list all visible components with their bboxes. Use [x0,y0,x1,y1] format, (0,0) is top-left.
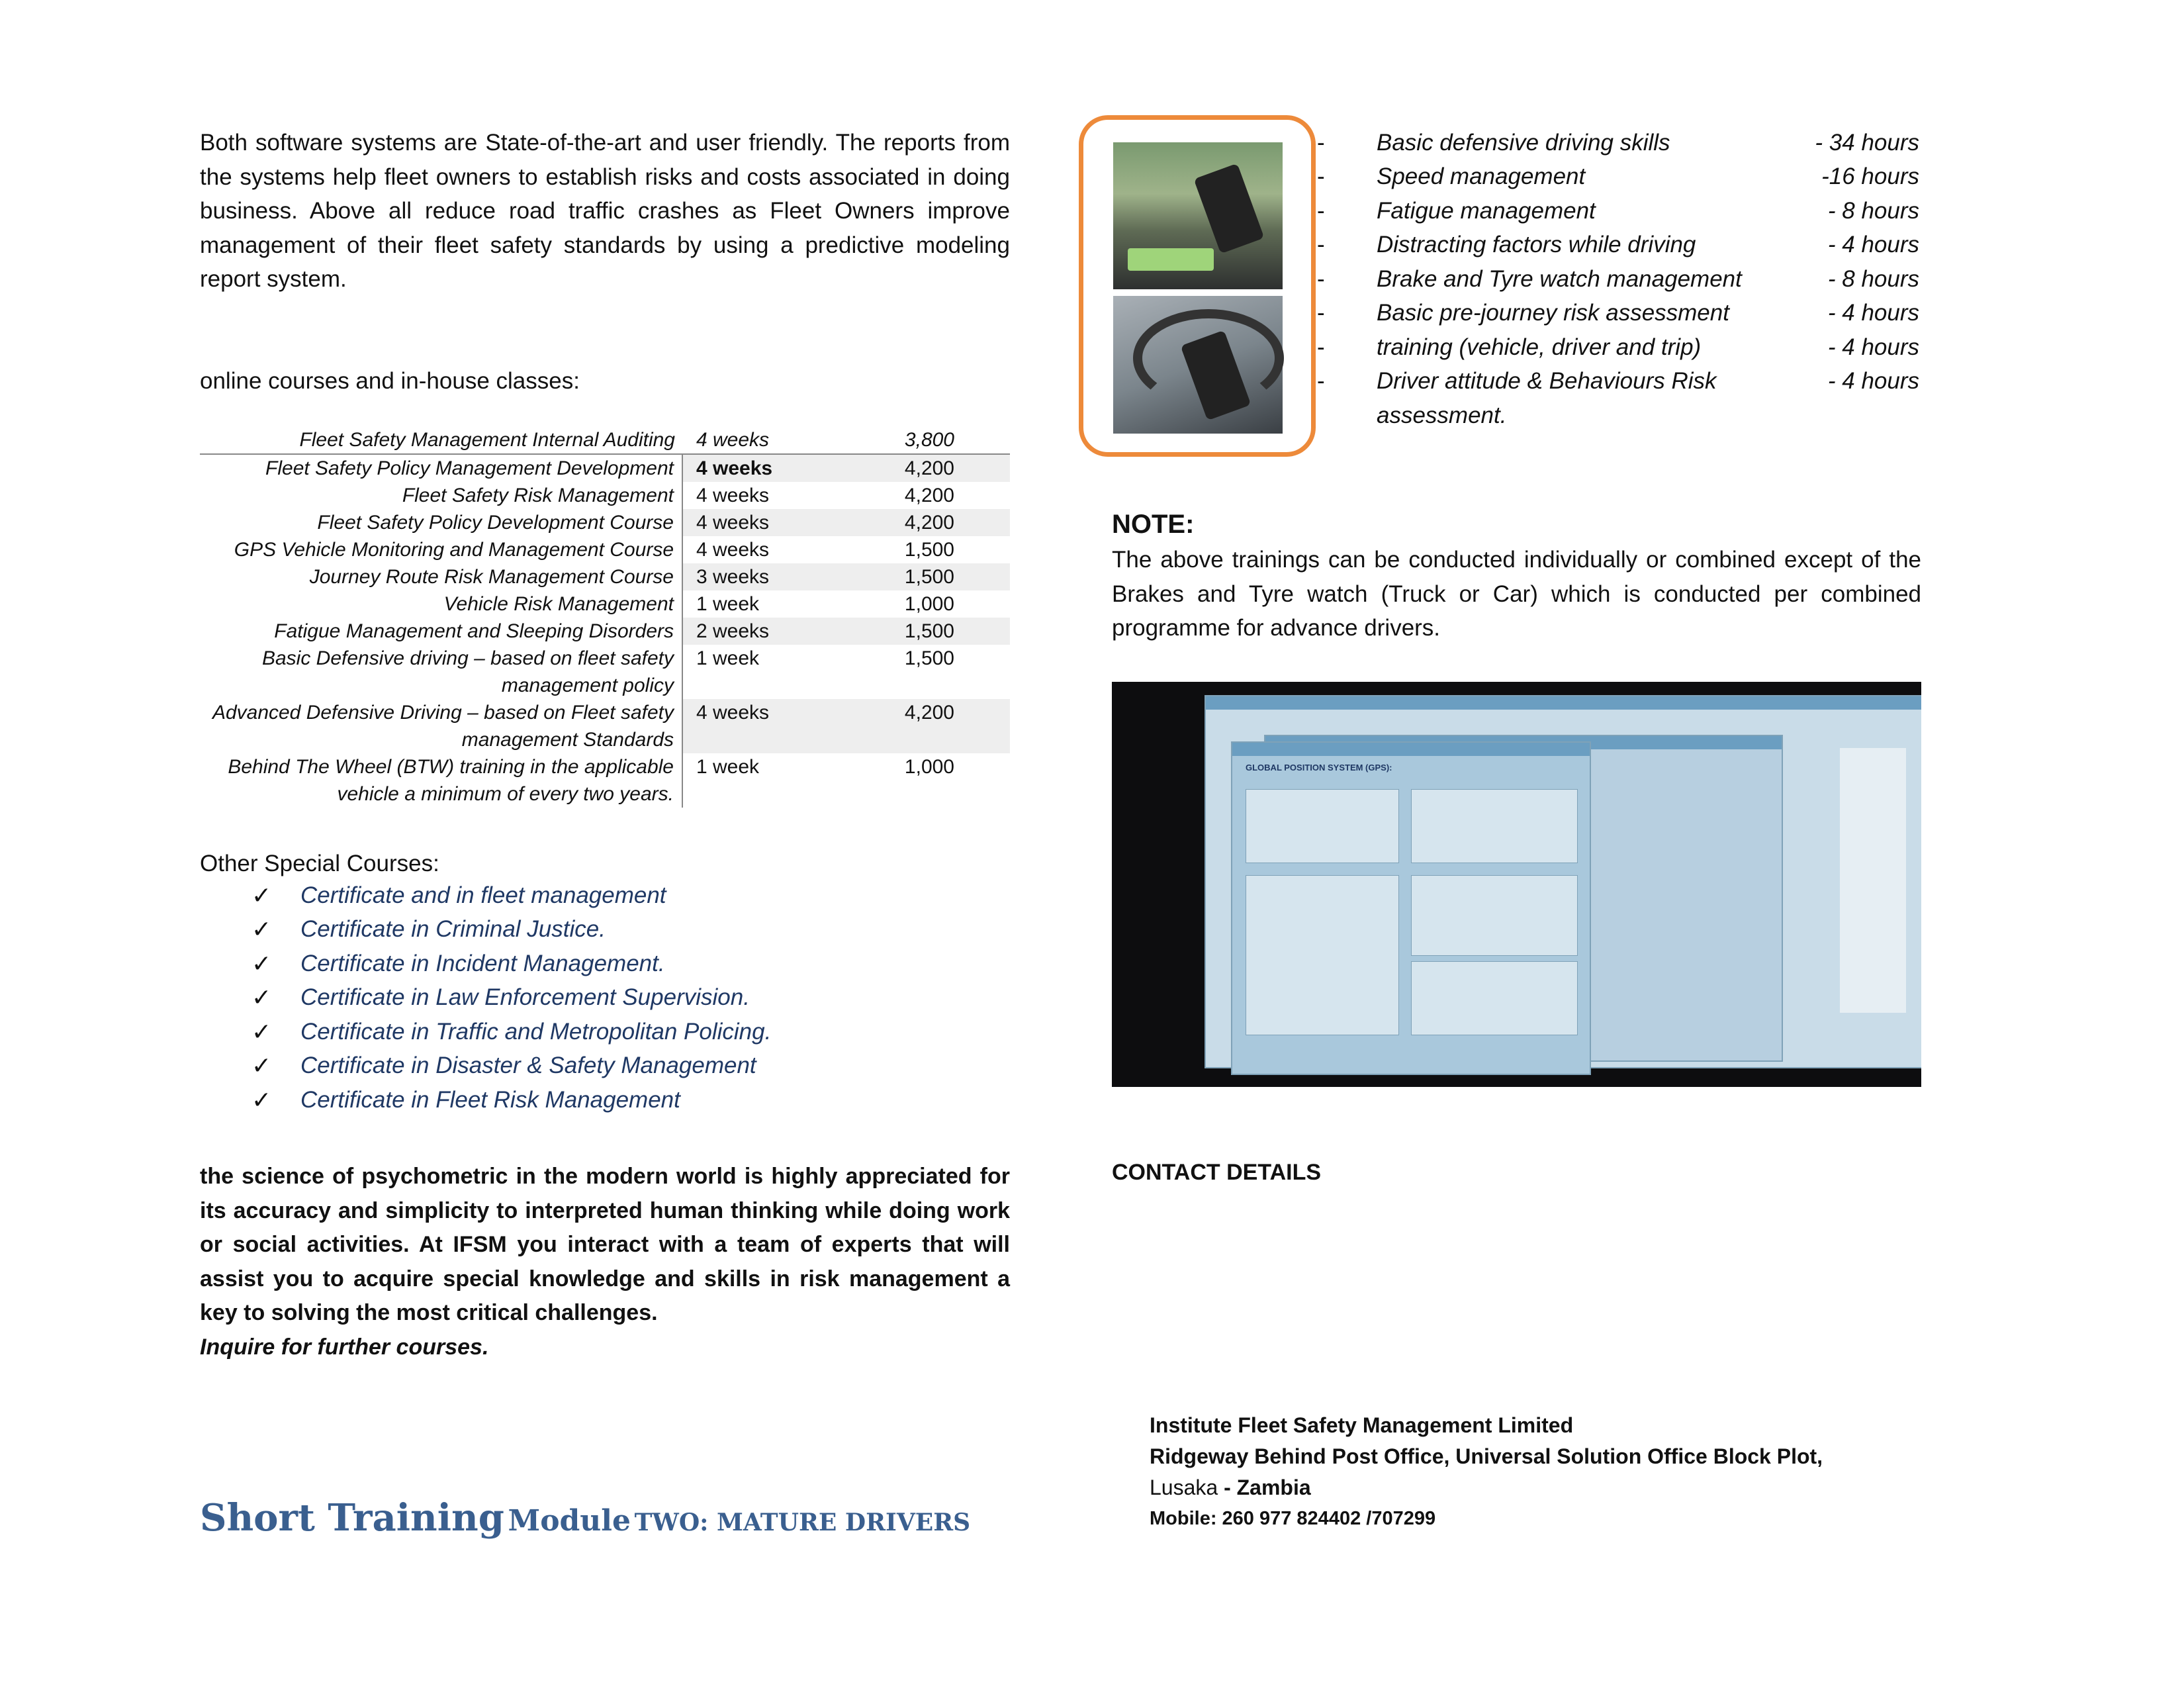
gps-form-heading: GLOBAL POSITION SYSTEM (GPS): [1246,763,1392,773]
dash-bullet: - [1317,197,1325,224]
course-duration: 1 week [696,756,760,778]
training-name: Brake and Tyre watch management [1377,265,1742,292]
module-title-part: Short Training [200,1496,504,1540]
training-name: training (vehicle, driver and trip) [1377,334,1702,360]
course-price: 1,000 [904,756,954,778]
dash-bullet: - [1317,232,1325,258]
training-hours: - 8 hours [1827,265,1919,292]
table-row [200,509,1010,536]
course-price: 1,000 [904,593,954,615]
table-row [200,618,1010,645]
check-icon: ✓ [251,1086,272,1113]
phone-at-wheel-photo [1113,296,1283,434]
table-row [200,455,1010,482]
module-title-part: TWO: MATURE DRIVERS [634,1509,971,1536]
list-item [251,1049,771,1084]
list-item-label: Certificate and in fleet management [300,882,666,908]
course-name: Fatigue Management and Sleeping Disorders [200,618,683,645]
driver-photo-frame [1079,115,1316,457]
psychometric-paragraph [200,1160,1010,1364]
course-price: 4,200 [904,485,954,506]
course-price: 3,800 [904,429,954,451]
training-hours: - 4 hours [1827,300,1919,326]
module-title [200,1496,970,1540]
training-hours: - 34 hours [1815,129,1919,156]
list-item [1317,126,1919,160]
list-item-label: Certificate in Criminal Justice. [300,916,606,943]
list-item [251,1015,771,1049]
training-hours: - 8 hours [1827,197,1919,224]
list-item [1317,194,1919,228]
note-text: The above trainings can be conducted individually or combined except of the Brakes and Tyre watch (Truck or Car) which is conducted per combined programme for advance drivers. [1112,547,1921,641]
check-icon: ✓ [251,949,272,977]
online-courses-heading: online courses and in-house classes: [200,368,580,394]
project-tree-panel [1840,748,1906,1013]
course-name: Journey Route Risk Management Course [200,563,683,590]
training-name: Driver attitude & Behaviours Risk [1377,368,1717,395]
table-row [200,753,1010,808]
check-icon: ✓ [251,1052,272,1080]
course-name-line: Behind The Wheel (BTW) training in the applicable [228,756,674,778]
list-item [1317,297,1919,331]
dash-bullet: - [1317,300,1325,326]
training-hours: -16 hours [1821,164,1919,190]
city: Lusaka [1150,1476,1218,1499]
course-name-line: management Standards [461,729,674,751]
course-name: Fleet Safety Risk Management [200,482,683,509]
check-icon: ✓ [251,881,272,909]
check-icon: ✓ [251,1017,272,1045]
check-icon: ✓ [251,915,272,943]
gps-form-window [1231,741,1591,1075]
intro-paragraph: Both software systems are State-of-the-art and user friendly. The reports from the systems help fleet owners to establish risks and costs associated in doing business. Above all reduce road traffic crashes as Fleet Owners improve management of their fleet safety standards by using a predictive modeling report system. [200,130,1010,292]
course-name: Vehicle Risk Management [200,590,683,618]
course-duration: 4 weeks [683,699,822,753]
course-name [200,753,683,808]
training-hours: - 4 hours [1827,232,1919,258]
list-item-label: Certificate in Incident Management. [300,950,665,976]
course-duration: 4 weeks [696,485,770,506]
training-name: Basic defensive driving skills [1377,129,1670,156]
dash-bullet: - [1317,368,1325,395]
list-item-label: Certificate in Disaster & Safety Management [300,1053,756,1079]
psychometric-text: the science of psychometric in the modern world is highly appreciated for its accuracy and simplicity to interpreted human thinking while doing work or social activities. At IFSM you interact with a team of experts that will assist you to acquire special knowledge and skills in risk management a key to solving the most critical challenges. [200,1164,1010,1325]
course-name-line: vehicle a minimum of every two years. [337,783,674,805]
training-hours: - 4 hours [1827,334,1919,360]
training-name: assessment. [1377,402,1507,428]
training-hours: - 4 hours [1827,368,1919,395]
course-name-line: management policy [501,675,674,696]
dash-bullet: - [1317,129,1325,156]
course-duration: 2 weeks [683,618,822,645]
module-title-part: Module [508,1504,631,1538]
course-duration: 4 weeks [696,429,770,451]
course-duration: 1 week [696,647,760,669]
training-name: Distracting factors while driving [1377,232,1696,258]
list-item [251,1083,771,1117]
contact-title: CONTACT DETAILS [1112,1160,1322,1185]
course-duration: 1 week [696,593,760,615]
list-item [251,913,771,947]
city-line [1150,1472,1823,1503]
course-name-line: Basic Defensive driving – based on fleet safety [261,647,674,669]
course-name: Fleet Safety Policy Management Development [200,455,683,482]
list-item-label: Certificate in Traffic and Metropolitan Policing. [300,1018,772,1045]
course-price: 1,500 [822,563,954,590]
course-duration: 4 weeks [683,455,822,482]
course-price: 1,500 [904,647,954,669]
dash-bullet: - [1317,164,1325,190]
course-table [200,426,1010,808]
list-item [1317,262,1919,297]
training-name: Speed management [1377,164,1586,190]
course-price: 4,200 [822,509,954,536]
contact-address [1150,1410,1823,1534]
course-price: 1,500 [904,539,954,561]
inquire-text: Inquire for further courses. [200,1334,489,1360]
course-name [200,699,683,753]
dash-bullet: - [1317,265,1325,292]
driver-texting-photo [1113,142,1283,289]
course-name: Fleet Safety Management Internal Auditing [299,429,675,451]
list-item [1317,399,1919,433]
training-name: Basic pre-journey risk assessment [1377,300,1729,326]
special-courses-title: Other Special Courses: [200,851,439,876]
course-name-line: Advanced Defensive Driving – based on Fleet safety [212,702,674,724]
mobile-number: Mobile: 260 977 824402 /707299 [1150,1508,1436,1529]
course-duration: 4 weeks [696,539,770,561]
course-name [200,645,683,699]
note-title: NOTE: [1112,510,1195,539]
table-row [200,645,1010,699]
table-row [200,699,1010,753]
check-icon: ✓ [251,984,272,1011]
list-item [251,878,771,913]
course-price: 4,200 [822,455,954,482]
list-item [1317,365,1919,399]
course-price: 1,500 [822,618,954,645]
list-item [1317,330,1919,365]
course-name: Fleet Safety Policy Development Course [200,509,683,536]
course-duration: 3 weeks [683,563,822,590]
training-hours-list [1317,126,1919,433]
special-courses-list [251,878,771,1117]
table-row [200,482,1010,509]
street-address: Ridgeway Behind Post Office, Universal Solution Office Block Plot, [1150,1444,1823,1468]
course-duration: 4 weeks [683,509,822,536]
country: - Zambia [1224,1476,1311,1499]
table-row [200,563,1010,590]
table-row [200,590,1010,618]
company-name: Institute Fleet Safety Management Limited [1150,1413,1574,1437]
list-item [251,981,771,1015]
list-item [1317,228,1919,263]
course-price: 4,200 [822,699,954,753]
software-screen-photo [1112,682,1921,1087]
list-item [251,947,771,981]
table-row [200,536,1010,563]
list-item [1317,160,1919,195]
table-header-row [200,426,1010,455]
list-item-label: Certificate in Law Enforcement Supervision. [300,984,750,1011]
training-name: Fatigue management [1377,197,1596,224]
list-item-label: Certificate in Fleet Risk Management [300,1086,680,1113]
dash-bullet: - [1317,334,1325,360]
course-name: GPS Vehicle Monitoring and Management Course [200,536,683,563]
